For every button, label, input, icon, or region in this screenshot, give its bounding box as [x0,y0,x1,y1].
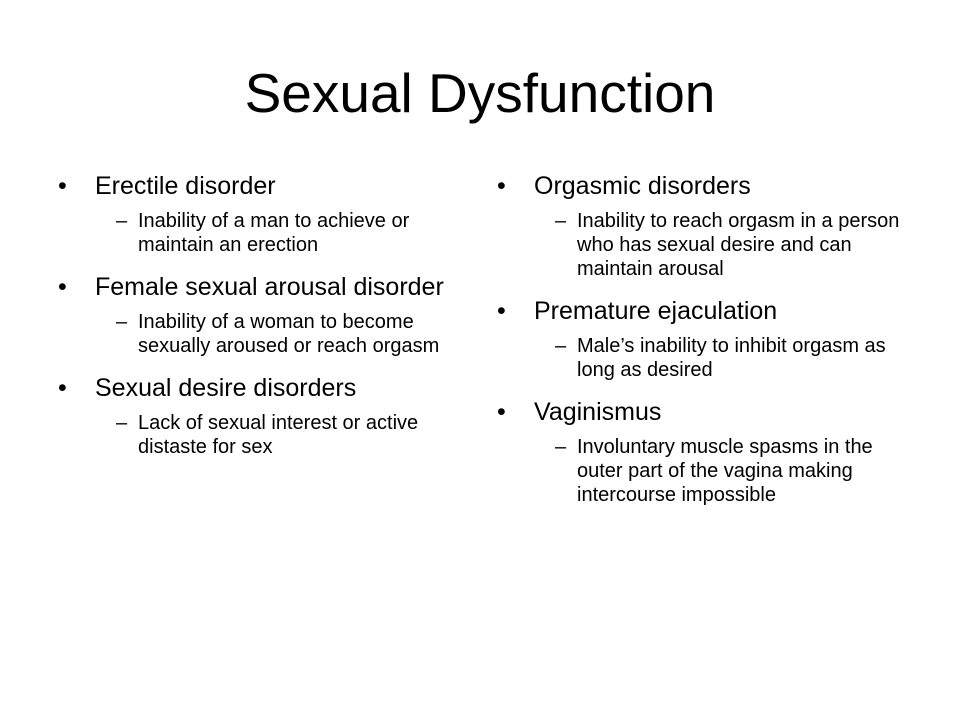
dash-icon: – [555,436,567,458]
dash-icon: – [555,335,567,357]
bullet-heading [497,396,917,428]
bullet-icon: • [58,273,67,301]
dash-icon: – [116,210,128,232]
bullet-heading [497,295,917,327]
bullet-heading [497,170,917,202]
heading-text: Erectile disorder [95,172,276,200]
heading-text: Sexual desire disorders [95,374,357,402]
list-item [58,372,458,459]
bullet-heading [58,271,458,303]
right-column [497,170,917,507]
left-column [58,170,458,459]
sub-bullet [497,334,917,382]
dash-icon: – [555,210,567,232]
list-item [497,295,917,382]
sub-text: Inability to reach orgasm in a person who has sexual desire and can maintain arousal [577,210,900,280]
sub-bullet [58,310,458,358]
bullet-heading [58,372,458,404]
list-item [497,396,917,507]
sub-bullet [58,209,458,257]
sub-text: Inability of a man to achieve or maintain an erection [138,210,410,256]
dash-icon: – [116,412,128,434]
list-item [497,170,917,281]
bullet-icon: • [58,172,67,200]
sub-bullet [497,435,917,507]
bullet-icon: • [497,297,506,325]
bullet-icon: • [58,374,67,402]
heading-text: Premature ejaculation [534,297,778,325]
dash-icon: – [116,311,128,333]
sub-text: Inability of a woman to become sexually aroused or reach orgasm [138,311,440,357]
list-item [58,271,458,358]
bullet-icon: • [497,398,506,426]
bullet-heading [58,170,458,202]
sub-text: Involuntary muscle spasms in the outer part of the vagina making intercourse impossible [577,436,873,506]
sub-bullet [58,411,458,459]
sub-text: Male’s inability to inhibit orgasm as long as desired [577,335,886,381]
sub-text: Lack of sexual interest or active distaste for sex [138,412,419,458]
heading-text: Female sexual arousal disorder [95,273,444,301]
heading-text: Vaginismus [534,398,662,426]
bullet-icon: • [497,172,506,200]
list-item [58,170,458,257]
sub-bullet [497,209,917,281]
slide-title: Sexual Dysfunction [244,62,716,124]
heading-text: Orgasmic disorders [534,172,751,200]
